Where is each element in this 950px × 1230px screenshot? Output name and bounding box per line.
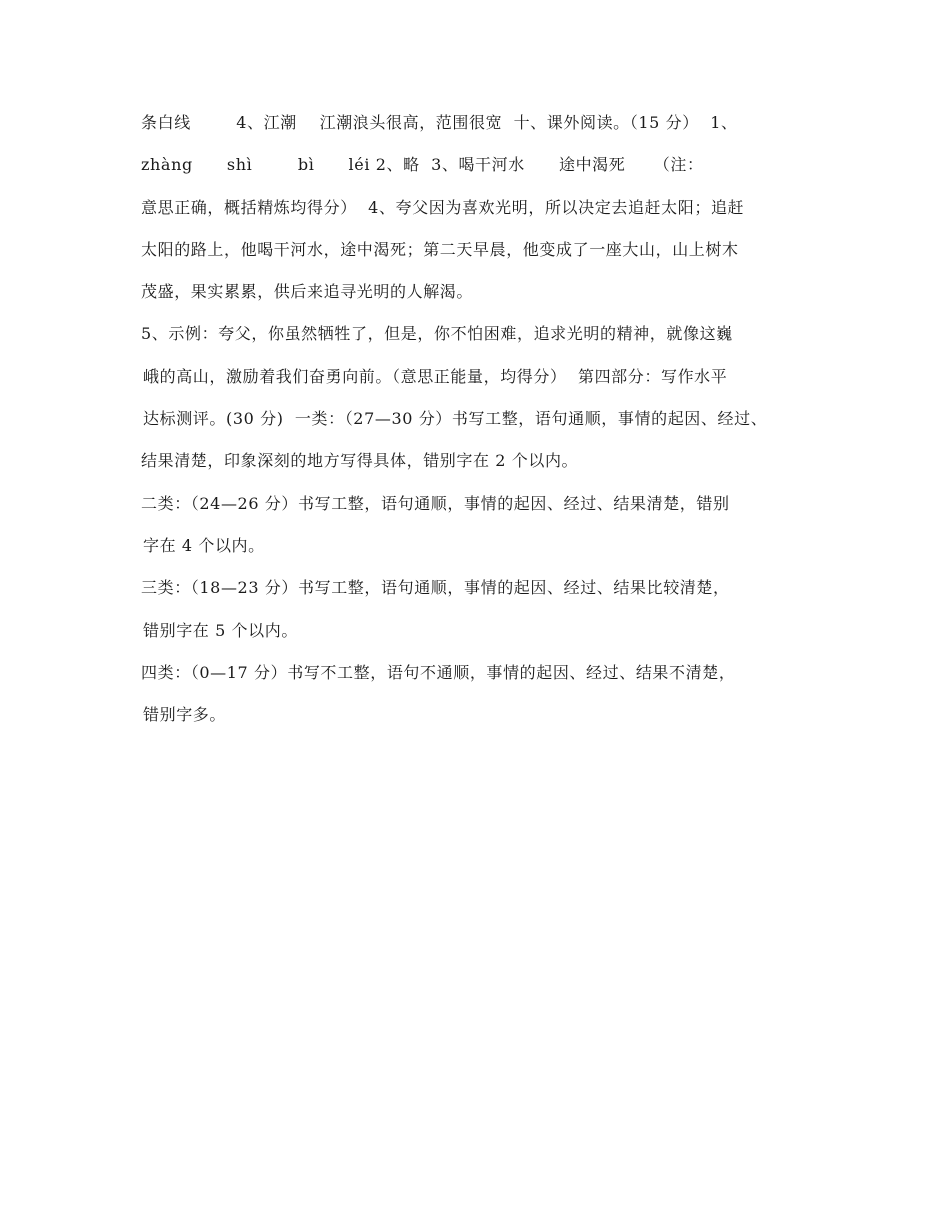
text-line: 达标测评。(30 分) 一类：（27—30 分）书写工整，语句通顺，事情的起因、经过、: [143, 409, 768, 429]
text-line: 三类：（18—23 分）书写工整，语句通顺，事情的起因、经过、结果比较清楚，: [141, 578, 730, 598]
text-line: 二类：（24—26 分）书写工整，语句通顺，事情的起因、经过、结果清楚，错别: [141, 493, 730, 513]
text-line: 结果清楚，印象深刻的地方写得具体，错别字在 2 个以内。: [141, 451, 579, 471]
text-line: zhàng shì bì léi 2、略 3、喝干河水 途中渴死 （注：: [141, 155, 704, 175]
text-line: 茂盛，果实累累，供后来追寻光明的人解渴。: [141, 282, 474, 302]
answer-key-text: [141, 102, 831, 736]
text-line: 5、示例：夸父，你虽然牺牲了，但是，你不怕困难，追求光明的精神，就像这巍: [141, 324, 733, 344]
text-line: 四类：（0—17 分）书写不工整，语句不通顺，事情的起因、经过、结果不清楚，: [141, 662, 736, 682]
text-line: 错别字多。: [143, 705, 227, 725]
text-line: 太阳的路上，他喝干河水，途中渴死；第二天早晨，他变成了一座大山，山上树木: [141, 239, 739, 259]
text-line: 条白线 4、江潮 江潮浪头很高，范围很宽 十、课外阅读。（15 分） 1、: [141, 113, 738, 132]
text-line: 峨的高山，激励着我们奋勇向前。（意思正能量，均得分） 第四部分：写作水平: [143, 366, 728, 386]
text-line: 字在 4 个以内。: [143, 535, 265, 555]
text-line: 错别字在 5 个以内。: [143, 620, 298, 640]
text-line: 意思正确，概括精炼均得分） 4、夸父因为喜欢光明，所以决定去追赶太阳；追赶: [141, 197, 745, 217]
